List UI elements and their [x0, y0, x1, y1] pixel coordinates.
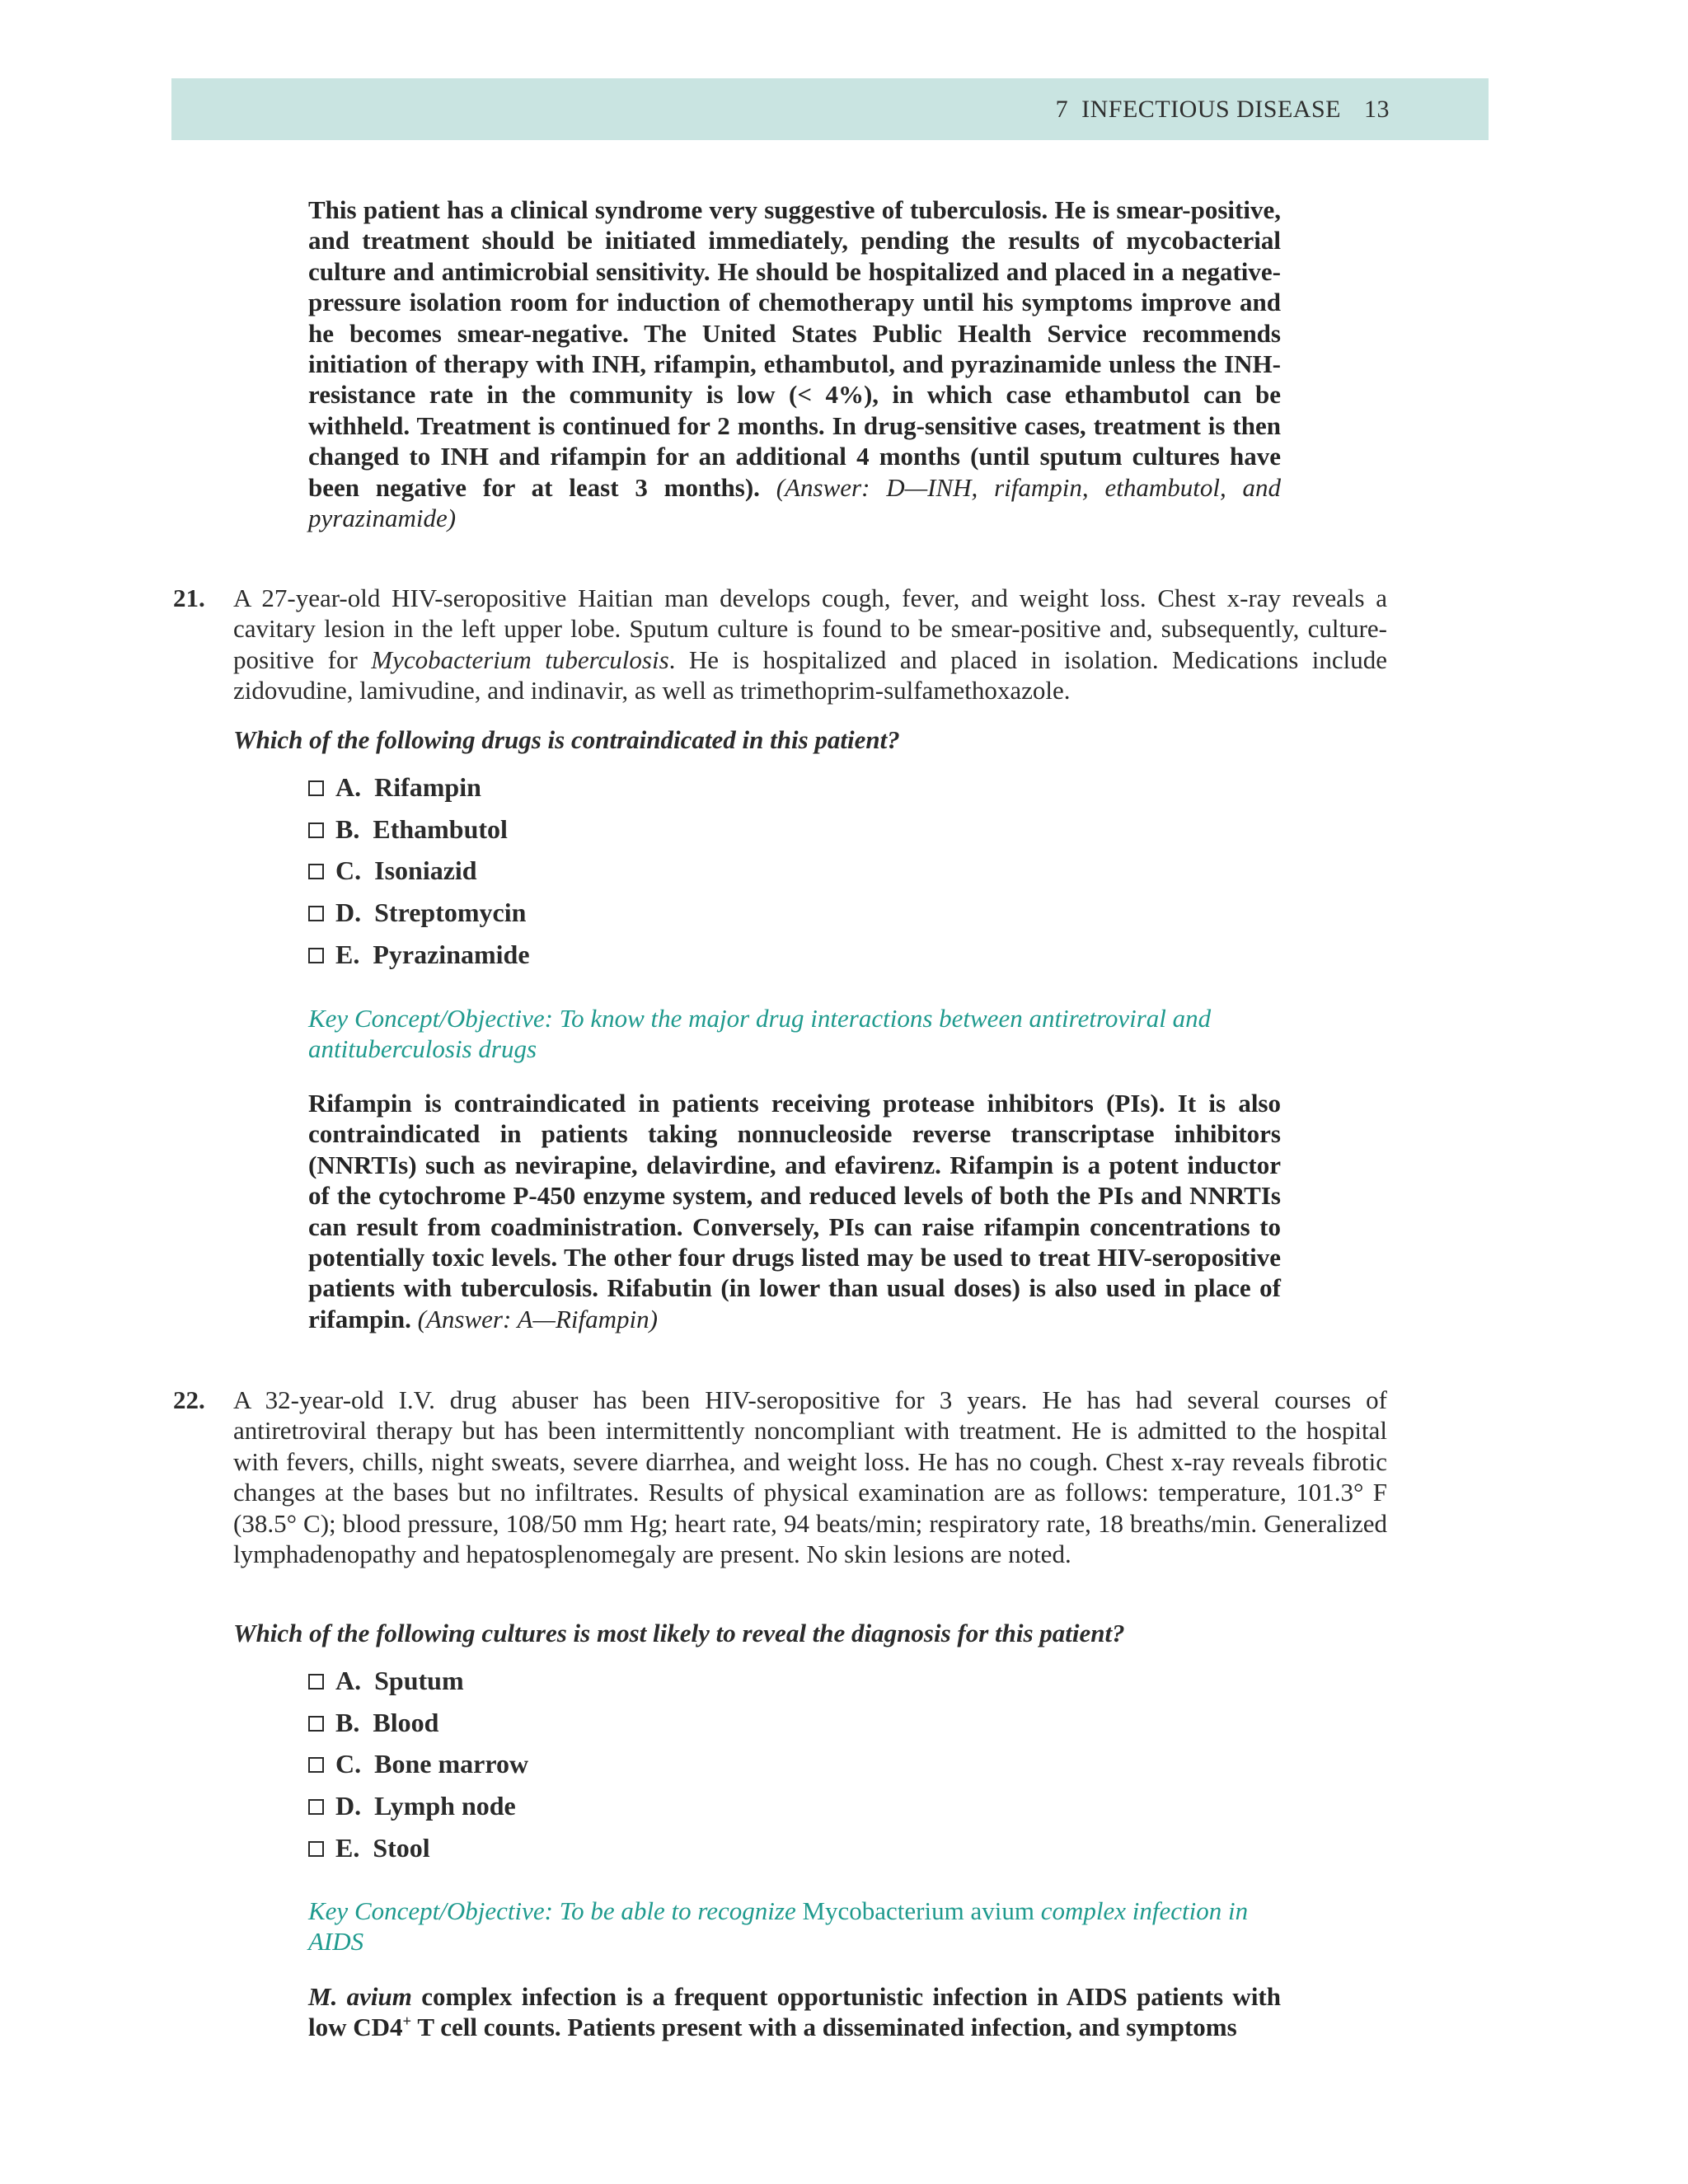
key-concept: Key Concept/Objective: To know the major drug interactions between antiretroviral and antituberculosis drugs	[308, 1004, 1212, 1064]
key-concept	[308, 1896, 1297, 1957]
question-stem	[233, 583, 1387, 706]
explanation-text: Rifampin is contraindicated in patients receiving protease inhibitors (PIs). It is also contraindicated in patients taking nonnucleoside reverse transcriptase inhibitors (NNRTIs) such as nevirapine, delavirdine, and efavirenz. Rifampin is a potent inductor of the cytochrome P-450 enzyme system, and reduced levels of both the PIs and NNRTIs can result from coadministration. Conversely, PIs can raise rifampin concentrations to potentially toxic levels. The other four drugs listed may be used to treat HIV-seropositive patients with tuberculosis. Rifabutin (in lower than usual doses) is also used in place of rifampin.	[308, 1089, 1281, 1333]
option-item[interactable]	[308, 1785, 968, 1827]
option-letter: E.	[335, 939, 360, 969]
answer-label: (Answer: A—Rifampin)	[417, 1304, 658, 1333]
option-text: Stool	[373, 1832, 430, 1863]
previous-answer-explanation	[308, 194, 1281, 533]
option-item[interactable]	[308, 1702, 968, 1744]
option-letter: C.	[335, 855, 362, 886]
organism-name: Mycobacterium avium	[802, 1896, 1034, 1925]
checkbox-icon[interactable]	[308, 1841, 324, 1857]
option-item[interactable]	[308, 892, 968, 934]
option-letter: D.	[335, 898, 362, 928]
option-letter: B.	[335, 1707, 360, 1737]
option-text: Sputum	[374, 1666, 464, 1695]
option-text: Ethambutol	[373, 813, 508, 844]
option-letter: A.	[335, 1666, 362, 1695]
option-text: Lymph node	[374, 1791, 516, 1821]
question-prompt: Which of the following cultures is most likely to reveal the diagnosis for this patient?	[233, 1619, 1125, 1647]
option-text: Rifampin	[374, 772, 481, 802]
question-number: 21.	[173, 583, 205, 612]
option-item[interactable]	[308, 1743, 968, 1785]
checkbox-icon[interactable]	[308, 1716, 324, 1732]
option-item[interactable]	[308, 766, 968, 808]
checkbox-icon[interactable]	[308, 864, 324, 879]
question-prompt: Which of the following drugs is contraindicated in this patient?	[233, 725, 900, 754]
option-text: Pyrazinamide	[373, 939, 530, 969]
option-item[interactable]	[308, 808, 968, 851]
answer-explanation	[308, 1981, 1281, 2043]
explanation-text: This patient has a clinical syndrome very suggestive of tuberculosis. He is smear-positive, and treatment should be initiated immediately, pending the results of mycobacterial culture and antimicrobial sensitivity. He should be hospitalized and placed in a negative-pressure isolation room for induction of chemotherapy until his symptoms improve and he becomes smear-negative. The United States Public Health Service recommends initiation of therapy with INH, rifampin, ethambutol, and pyrazinamide unless the INH-resistance rate in the community is low (< 4%), in which case ethambutol can be withheld. Treatment is continued for 2 months. In drug-sensitive cases, treatment is then changed to INH and rifampin for an additional 4 months (until sputum cultures have been negative for at least 3 months).	[308, 195, 1281, 502]
option-letter: B.	[335, 813, 360, 844]
option-letter: A.	[335, 772, 362, 802]
superscript: +	[402, 2013, 412, 2032]
option-item[interactable]	[308, 850, 968, 892]
key-concept-text: Key Concept/Objective: To be able to recognize	[308, 1896, 796, 1925]
running-header	[171, 78, 1489, 140]
option-letter: C.	[335, 1749, 362, 1779]
checkbox-icon[interactable]	[308, 1799, 324, 1815]
checkbox-icon[interactable]	[308, 780, 324, 796]
page-number: 13	[1364, 95, 1390, 123]
answer-options	[308, 1660, 968, 1868]
stem-text: . He is hospitalized and placed in isolation. Medications include zidovudine, lamivudine, and indinavir, as well as trimethoprim-sulfamethoxazole.	[233, 644, 1387, 705]
option-text: Streptomycin	[374, 898, 527, 928]
option-item[interactable]	[308, 934, 968, 976]
checkbox-icon[interactable]	[308, 823, 324, 838]
option-letter: D.	[335, 1791, 362, 1821]
explanation-text: complex infection is a frequent opportunistic infection in AIDS patients with low CD4	[308, 1982, 1281, 2042]
explanation-text: T cell counts. Patients present with a disseminated infection, and symptoms	[417, 2013, 1237, 2042]
checkbox-icon[interactable]	[308, 1757, 324, 1773]
organism-name: M. avium	[308, 1982, 412, 2011]
checkbox-icon[interactable]	[308, 948, 324, 963]
option-text: Blood	[373, 1707, 439, 1737]
option-text: Isoniazid	[374, 855, 477, 886]
stem-text: A 27-year-old HIV-seropositive Haitian man develops cough, fever, and weight loss. Chest x-ray reveals a cavitary lesion in the left upper lobe. Sputum culture is found to be smear-positive and, subsequently, culture-positive for	[233, 583, 1387, 674]
key-concept-text: complex infection in AIDS	[308, 1896, 1249, 1957]
option-letter: E.	[335, 1832, 360, 1863]
answer-explanation	[308, 1088, 1281, 1334]
option-item[interactable]	[308, 1660, 968, 1702]
checkbox-icon[interactable]	[308, 1674, 324, 1690]
organism-name: Mycobacterium tuberculosis	[371, 644, 669, 674]
option-text: Bone marrow	[374, 1749, 529, 1779]
answer-label: (Answer: D—INH, rifampin, ethambutol, and pyrazinamide)	[308, 472, 1281, 533]
answer-options	[308, 766, 968, 975]
option-item[interactable]	[308, 1827, 968, 1869]
chapter-title: 7 INFECTIOUS DISEASE	[1055, 95, 1341, 123]
checkbox-icon[interactable]	[308, 906, 324, 921]
question-stem: A 32-year-old I.V. drug abuser has been HIV-seropositive for 3 years. He has had several courses of antiretroviral therapy but has been intermittently noncompliant with treatment. He is admitted to the hospital with fevers, chills, night sweats, severe diarrhea, and weight loss. He has no cough. Chest x-ray reveals fibrotic changes at the bases but no infiltrates. Results of physical examination are as follows: temperature, 101.3° F (38.5° C); blood pressure, 108/50 mm Hg; heart rate, 94 beats/min; respiratory rate, 18 breaths/min. Generalized lymphadenopathy and hepatosplenomegaly are present. No skin lesions are noted.	[233, 1385, 1387, 1569]
question-number: 22.	[173, 1385, 205, 1414]
